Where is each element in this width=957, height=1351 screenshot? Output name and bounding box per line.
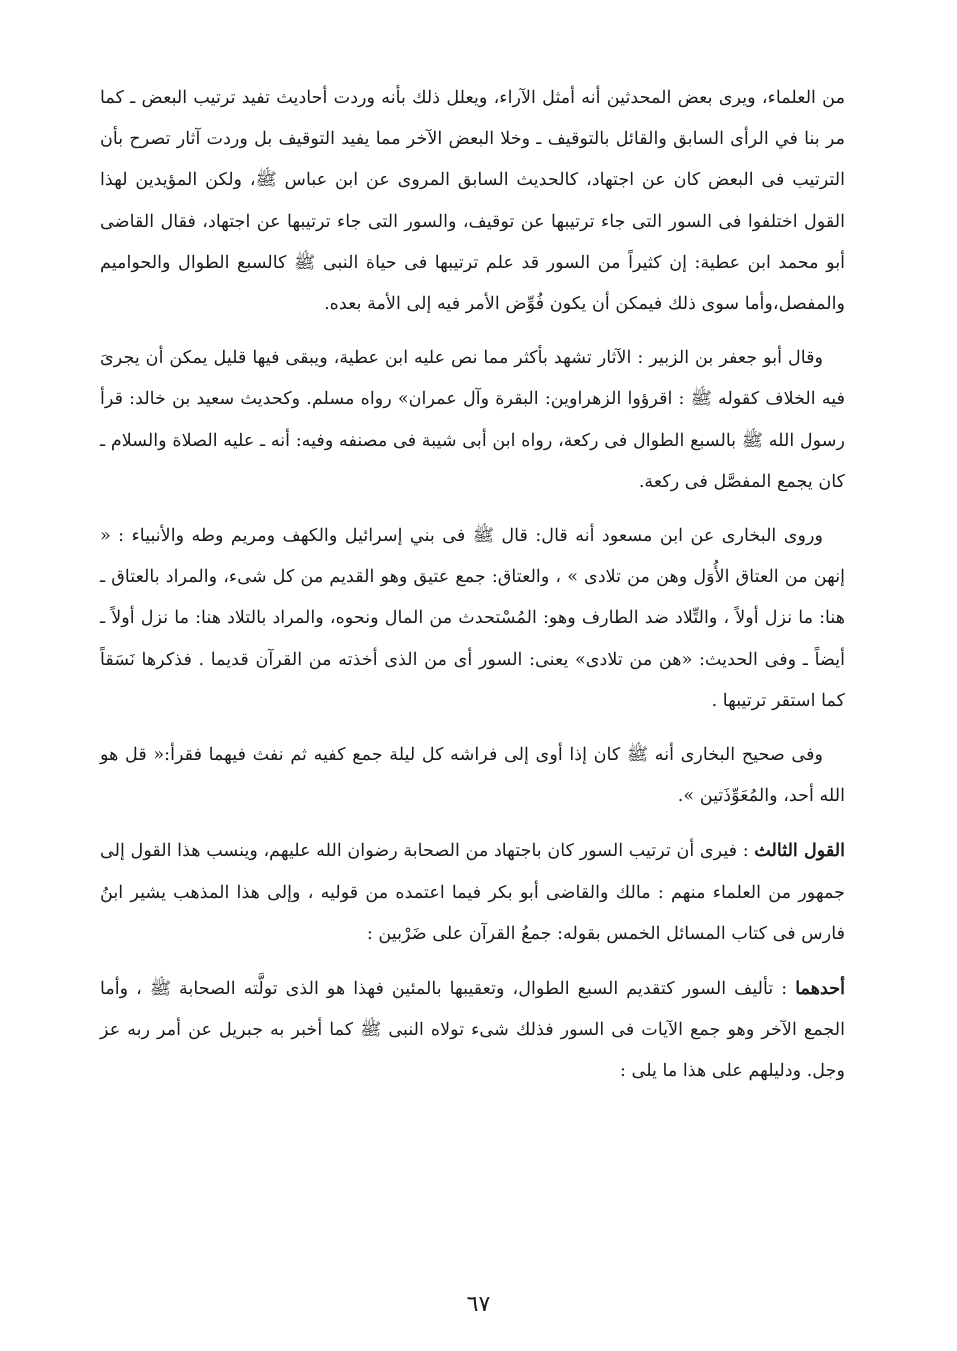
paragraph-1 xyxy=(100,78,845,325)
paragraph-6-text: : تأليف السور كتقديم السبع الطوال، وتعقيبها بالمئين فهذا هو الذى تولَّته الصحابة ﷺ ، وأما الجمع الآخر وهو جمع الآيات فى السور فذلك شىء تولاه النبى ﷺ كما أخبر به جبريل عن أمر ربه عز وجل. ودليلهم على هذا ما يلى : xyxy=(100,979,845,1082)
paragraph-3 xyxy=(100,516,845,722)
page-number: ٦٧ xyxy=(466,1292,491,1317)
paragraph-5-text: : فيرى أن ترتيب السور كان باجتهاد من الصحابة رضوان الله عليهم، وينسب هذا القول إلى جمهور من العلماء منهم : مالك والقاضى أبو بكر فيما اعتمده من قوليه ، وإلى هذا المذهب يشير ابنُ فارس فى كتاب المسائل الخمس بقوله: جمعُ القرآن على ضَرْبين : xyxy=(100,841,845,944)
paragraph-1-text: من العلماء، ويرى بعض المحدثين أنه أمثل الآراء، ويعلل ذلك بأنه وردت أحاديث تفيد ترتيب البعض ـ كما مر بنا في الرأى السابق والقائل بالتوقيف ـ وخلا البعض الآخر مما يفيد التوقيف بل وردت آثار تصرح بأن الترتيب فى البعض كان عن اجتهاد، كالحديث السابق المروى عن ابن عباس ﷺ، ولكن المؤيدين لهذا القول اختلفوا فى السور التى جاء ترتيبها عن توقيف، والسور التى جاء ترتيبها عن اجتهاد، فقال القاضى أبو محمد ابن عطية: إن كثيراً من السور قد علم ترتيبها فى حياة النبى ﷺ كالسبع الطوال والحواميم والمفصل،وأما سوى ذلك فيمكن أن يكون فُوِّض الأمر فيه إلى الأمة بعده. xyxy=(100,88,845,315)
paragraph-4-text: وفى صحيح البخارى أنه ﷺ كان إذا أوى إلى فراشه كل ليلة جمع كفيه ثم نفث فيهما فقرأ:« قل هو الله أحد، والمُعَوِّذَتين ». xyxy=(100,745,845,807)
paragraph-4 xyxy=(100,735,845,817)
paragraph-3-text: وروى البخارى عن ابن مسعود أنه قال: قال ﷺ فى بني إسرائيل والكهف ومريم وطه والأنبياء : « إنهن من العتاق الأُوَل وهن من تلادى » ، والعتاق: جمع عتيق وهو القديم من كل شىء، والمراد بالعتاق ـ هنا: ما نزل أولاً ، والتِّلاد ضد الطارف وهو: المُسْتحدث من المال ونحوه، والمراد بالتلاد هنا: ما نزل أولاً ـ أيضاً ـ وفى الحديث: «هن من تلادى» يعنى: السور أى من الذى أخذته من القرآن قديما . فذكرها نَسَقاً كما استقر ترتيبها . xyxy=(100,526,845,711)
section-heading-first-type: أحدهما xyxy=(795,978,845,1000)
section-heading-third-opinion: القول الثالث xyxy=(754,840,845,862)
paragraph-5 xyxy=(100,830,845,955)
paragraph-2 xyxy=(100,338,845,503)
paragraph-2-text: وقال أبو جعفر بن الزبير : الآثار تشهد بأكثر مما نص عليه ابن عطية، ويبقى فيها قليل يمكن أن يجرىَ فيه الخلاف كقوله ﷺ : اقرؤوا الزهراوين: البقرة وآل عمران» رواه مسلم. وكحديث سعيد بن خالد: قرأ رسول الله ﷺ بالسبع الطوال فى ركعة، رواه ابن أبى شيبة فى مصنفه وفيه: أنه ـ عليه الصلاة والسلام ـ كان يجمع المفصَّل فى ركعة. xyxy=(100,348,845,492)
paragraph-6 xyxy=(100,968,845,1093)
page-body xyxy=(100,78,845,1278)
